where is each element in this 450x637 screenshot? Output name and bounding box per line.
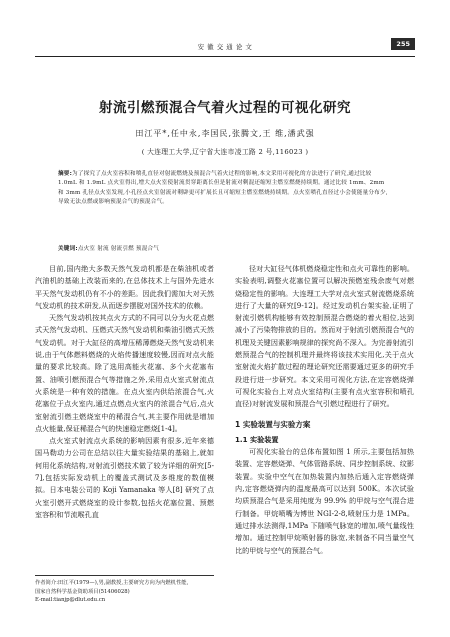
keywords (58, 244, 392, 252)
running-header (35, 42, 415, 57)
page-number: 255 (391, 38, 415, 50)
section-heading: 1 实验装置与实验方案 (235, 419, 311, 429)
keywords-label: 关键词: (58, 246, 78, 252)
author-footnote (35, 575, 214, 605)
left-column (35, 263, 214, 521)
author-list: 田江平*,任中永,李国民,张腾文,王 维,潘武强 (135, 129, 315, 138)
subsection-heading: 1.1 实验装置 (235, 434, 279, 444)
body-paragraph: 径对大缸径气体机燃烧稳定性和点火可靠性的影响。实验表明,调整火花塞位置可以解决预燃室残余废气对燃烧稳定性的影响。大连理工大学对点火室式射流燃烧系统进行了大量的研究[9-12]。经过发动机台架实验,证明了射流引燃机构能够有效控制预混合燃烧的着火相位,达到减小了污染物排放的目的。然而对于射流引燃预混合气的机理及关键因素影响规律的探究尚不深入。为完善射流引燃预混合气的控制机理并最终将该技术实用化,关于点火室射流火焰扩散过程的理论研究还需要通过更多的研究手段进行进一步研究。本文采用可视化方法,在定容燃烧弹可视化实验台上对点火室结构(主要有点火室容积和喷孔直径)对射流发展和预混合气引燃过程进行了研究。 (235, 264, 414, 409)
footnote-line: E-mail:tianjp@dlut.edu.cn (35, 597, 106, 603)
paper-title: 射流引燃预混合气着火过程的可视化研究 (99, 100, 351, 116)
abstract-text: 为了探究了点火室容积和喷孔直径对射流燃烧及预混合气着火过程的影响,本文采用可视化的方法进行了研究,通过比较 1.0mL 和 1.9mL 点火室得出,增大点火室使射流贯穿距离长但是射流对剩混还缩短主燃室燃烧持续期。通过比较 1mm、2mm 和 3mm 孔径点火室发现,小孔径点火室射流对剩辟更可扩展长且可缩短主燃室燃烧持续期。点火室喷孔直径过小会使能量分布少,导致无法点燃或影响预混合气的预混合气。 (58, 171, 388, 206)
body-paragraph: 点火室式射流点火系统的影响因素有很多,近年来德国马勒动力公司在总结以往大量实验结果的基础上,就如何用化系统结构,对射流引燃技术做了较为详细的研究[5-7],包括实际发动机上的覆盖式测试及多维度的数值模拟。日本电装公司的 Koji Yamanaka 等人[8] 研究了点火室引燃开式燃烧室的设计参数,包括火花塞位置、预燃室容积和节流喉孔直 (35, 436, 214, 519)
abstract (58, 170, 392, 208)
affiliation: ( 大连理工大学,辽宁省大连市凌工路 2 号,116023 ) (141, 148, 309, 156)
abstract-label: 摘要: (58, 171, 73, 177)
footnote-line: 作者简介:田江平(1979—),男,副教授,主要研究方向为内燃机性能, (35, 580, 189, 586)
body-paragraph: 天然气发动机按其点火方式的不同可以分为火花点燃式天然气发动机、压燃式天然气发动机和柴油引燃式天然气发动机。对于大缸径的高增压稀薄燃烧天然气发动机来说,由于气体燃料燃烧的火焰传播速度较慢,因而对点火能量的要求比较高。除了选用高能火花塞、多个火花塞布置、油喷引燃预混合气等措施之外,采用点火室式射流点火系统是一种有效的措施。在点火室内供给浓混合气,火花塞位于点火室内,通过点燃点火室内的浓混合气后,点火室射流引燃主燃烧室中的稀混合气,其主要作用就是增加点火能量,保证稀混合气的快速稳定燃烧[1-4]。 (35, 313, 214, 433)
right-column (235, 263, 414, 557)
footnote-line: 国家自然科学基金资助项目(51406028) (35, 588, 130, 595)
body-paragraph: 目前,国内绝大多数天然气发动机都是在柴油机或者汽油机的基础上改装而来的,在总体技术上与国外先进水平天然气发动机仍有不小的差距。因此我们需加大对天然气发动机的技术研发,从而逐步摆脱对国外技术的依赖。 (35, 264, 214, 310)
keywords-text: 点火室 射流 射流引燃 预混合气 (77, 246, 160, 252)
body-paragraph: 可视化实验台的总体布置如图 1 所示,主要包括加热装置、定容燃烧弹、气体管路系统、同步控制系统、纹影装置。实验中空气在加热装置内加热后通入定容燃烧弹内,定容燃烧弹内的温度最高可以达到 500K。本次试验均质预混合气是采用纯度为 99.9% 的甲烷与空气混合进行制备。甲烷喷嘴为博世 NGI-2-8,喷射压力是 1MPa。通过排水法测得,1MPa 下随喷气脉宽的增加,喷气量线性增加。通过控制甲烷喷射器的脉宽,来制备不同当量空气比的甲烷与空气的预混合气。 (235, 447, 414, 555)
journal-section: 安 徽 交 通 论 文 (197, 43, 253, 51)
